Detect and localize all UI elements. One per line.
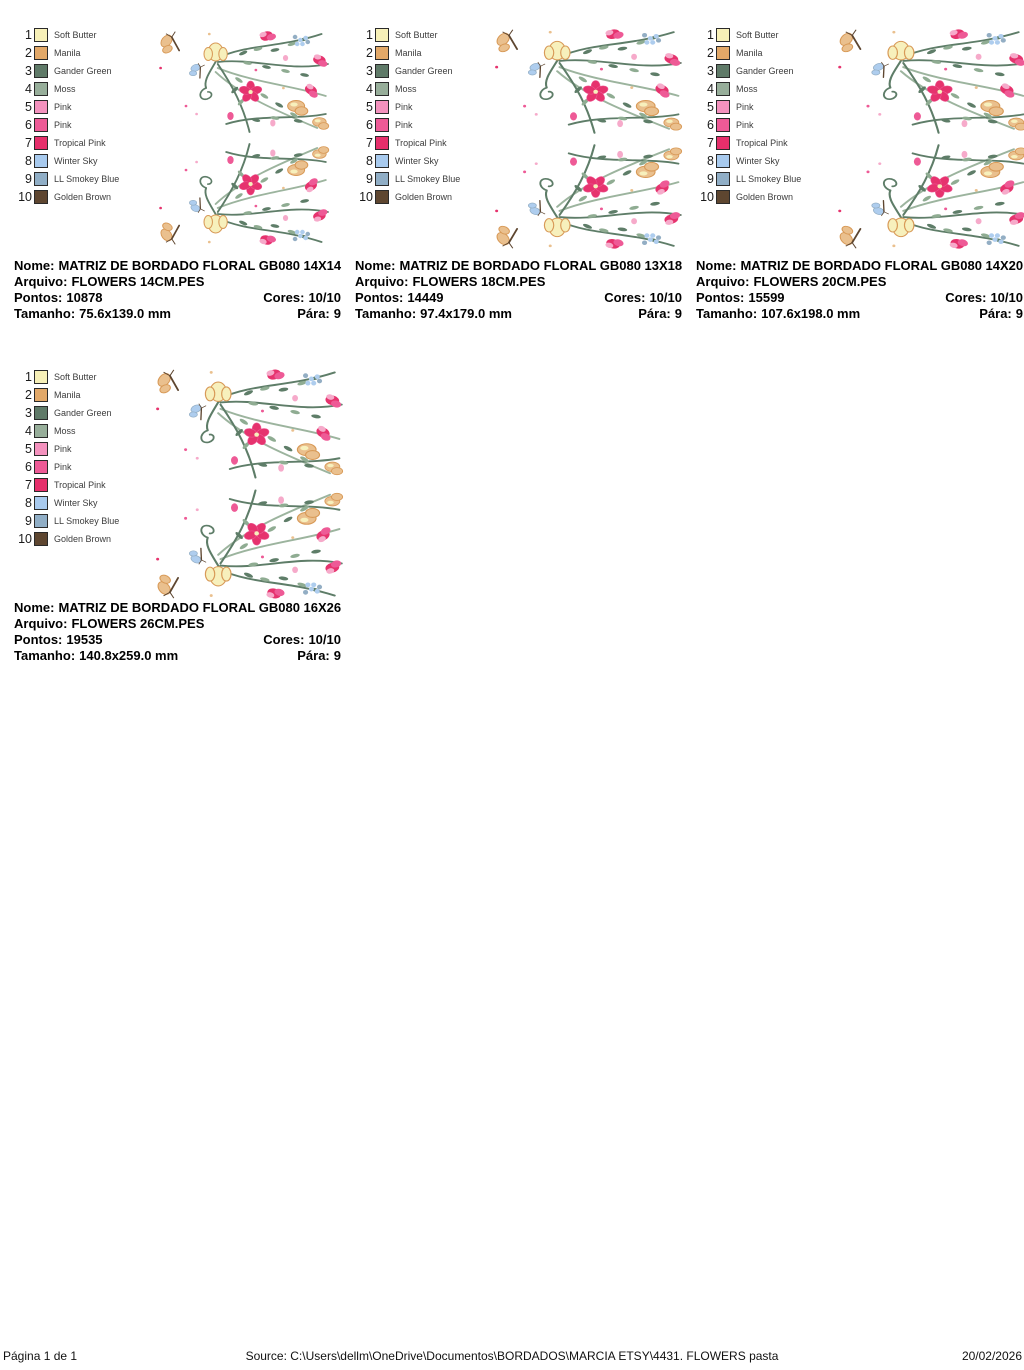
thread-color-name: Pink [395,120,413,130]
design-stitches-line [355,290,682,306]
pontos-group [355,290,444,306]
legend-number: 5 [707,100,714,114]
tamanho-label: Tamanho: [355,306,417,321]
thread-color-name: LL Smokey Blue [54,516,120,526]
legend-number: 2 [25,388,32,402]
nome-label: Nome: [14,258,55,273]
thread-color-name: Soft Butter [395,30,438,40]
color-swatch [34,64,48,78]
cores-value: 10/10 [308,632,341,647]
color-swatch [34,100,48,114]
legend-number: 1 [366,28,373,42]
tamanho-value: 107.6x198.0 mm [761,306,861,321]
arquivo-value: FLOWERS 20CM.PES [753,274,887,289]
legend-number: 6 [366,118,373,132]
legend-number: 8 [25,154,32,168]
design-name-line [14,258,341,274]
legend-row [14,368,119,386]
legend-number: 8 [25,496,32,510]
design-panel [682,20,1023,356]
legend-number: 6 [25,460,32,474]
design-size-line [696,306,1023,322]
thread-color-name: Moss [736,84,758,94]
color-swatch [34,532,48,546]
thread-color-name: Gander Green [395,66,453,76]
tamanho-label: Tamanho: [14,648,76,663]
para-group [297,648,341,664]
legend-number: 7 [707,136,714,150]
color-swatch [716,64,730,78]
arquivo-label: Arquivo: [696,274,750,289]
legend-row [355,152,460,170]
tamanho-value: 140.8x259.0 mm [79,648,179,663]
cores-value: 10/10 [649,290,682,305]
color-swatch [375,64,389,78]
design-panel [0,362,341,698]
legend-row [14,44,119,62]
thread-color-legend [355,26,460,206]
arquivo-value: FLOWERS 26CM.PES [71,616,205,631]
legend-number: 9 [25,514,32,528]
arquivo-label: Arquivo: [14,616,68,631]
legend-row [14,170,119,188]
cores-group [945,290,1023,306]
legend-row [14,62,119,80]
tamanho-label: Tamanho: [14,306,76,321]
thread-color-name: Pink [54,120,72,130]
pontos-group [14,290,103,306]
thread-color-name: Golden Brown [54,192,112,202]
color-swatch [34,82,48,96]
design-art-mount [150,28,330,248]
legend-row [14,440,119,458]
legend-number: 4 [707,82,714,96]
design-name-line [696,258,1023,274]
thread-color-name: Gander Green [736,66,794,76]
color-swatch [375,82,389,96]
print-date: 20/02/2026 [961,1349,1022,1363]
legend-row [14,134,119,152]
legend-row [696,44,801,62]
legend-row [14,530,119,548]
nome-value: MATRIZ DE BORDADO FLORAL GB080 14X14 [58,258,342,273]
legend-number: 5 [366,100,373,114]
design-info [355,258,682,322]
tamanho-value: 97.4x179.0 mm [420,306,512,321]
color-swatch [34,190,48,204]
nome-value: MATRIZ DE BORDADO FLORAL GB080 13X18 [399,258,683,273]
nome-label: Nome: [696,258,737,273]
thread-color-name: Soft Butter [54,30,97,40]
color-swatch [34,118,48,132]
para-label: Pára: [979,306,1012,321]
legend-row [14,512,119,530]
legend-number: 7 [25,136,32,150]
legend-number: 8 [366,154,373,168]
thread-color-name: Manila [736,48,763,58]
para-value: 9 [333,648,341,663]
design-file-line [355,274,545,290]
cores-group [604,290,682,306]
design-panel [341,20,682,356]
color-swatch [716,136,730,150]
embroidery-design-art [828,26,1024,252]
cores-value: 10/10 [990,290,1023,305]
cores-label: Cores: [263,632,305,647]
pontos-label: Pontos: [14,632,63,647]
cores-label: Cores: [945,290,987,305]
tamanho-value: 75.6x139.0 mm [79,306,171,321]
design-info [696,258,1023,322]
nome-label: Nome: [355,258,396,273]
legend-row [14,386,119,404]
color-swatch [34,478,48,492]
legend-number: 1 [707,28,714,42]
pontos-label: Pontos: [355,290,404,305]
color-swatch [716,172,730,186]
legend-row [355,44,460,62]
legend-row [696,152,801,170]
legend-number: 9 [707,172,714,186]
para-value: 9 [333,306,341,321]
design-art-mount [146,366,344,602]
thread-color-name: Moss [54,426,76,436]
thread-color-name: Pink [395,102,413,112]
thread-color-name: Winter Sky [395,156,439,166]
legend-row [355,62,460,80]
legend-number: 7 [366,136,373,150]
embroidery-design-art [146,366,344,602]
color-swatch [34,496,48,510]
thread-color-name: Manila [54,48,81,58]
legend-number: 4 [366,82,373,96]
color-swatch [34,136,48,150]
thread-color-name: Tropical Pink [54,480,106,490]
legend-number: 2 [25,46,32,60]
design-size-line [14,648,341,664]
legend-row [14,422,119,440]
tamanho-label: Tamanho: [696,306,758,321]
color-swatch [34,514,48,528]
legend-number: 10 [700,190,714,204]
para-label: Pára: [297,648,330,663]
legend-row [355,80,460,98]
cores-group [263,632,341,648]
color-swatch [34,370,48,384]
thread-color-name: Moss [54,84,76,94]
thread-color-name: Winter Sky [54,156,98,166]
thread-color-name: Moss [395,84,417,94]
thread-color-name: Soft Butter [54,372,97,382]
color-swatch [716,190,730,204]
color-swatch [375,172,389,186]
design-size-line [14,306,341,322]
legend-number: 7 [25,478,32,492]
legend-row [696,116,801,134]
thread-color-name: LL Smokey Blue [395,174,461,184]
thread-color-name: Pink [54,102,72,112]
legend-number: 1 [25,370,32,384]
tamanho-group [696,306,860,322]
pontos-value: 19535 [66,632,103,647]
thread-color-name: LL Smokey Blue [54,174,120,184]
legend-row [14,98,119,116]
legend-number: 1 [25,28,32,42]
color-swatch [375,136,389,150]
legend-row [14,404,119,422]
legend-row [696,26,801,44]
design-file-line [696,274,886,290]
para-value: 9 [1015,306,1023,321]
color-swatch [716,154,730,168]
thread-color-name: Manila [395,48,422,58]
color-swatch [34,424,48,438]
color-swatch [34,154,48,168]
design-info [14,258,341,322]
legend-number: 3 [366,64,373,78]
color-swatch [34,28,48,42]
legend-row [696,188,801,206]
legend-number: 3 [25,406,32,420]
thread-color-name: Soft Butter [736,30,779,40]
legend-row [14,494,119,512]
legend-row [696,170,801,188]
color-swatch [375,28,389,42]
cores-label: Cores: [263,290,305,305]
para-label: Pára: [297,306,330,321]
design-name-line [14,600,341,616]
design-panel [0,20,341,356]
legend-row [14,152,119,170]
design-stitches-line [14,290,341,306]
legend-row [14,476,119,494]
thread-color-name: Pink [54,462,72,472]
nome-value: MATRIZ DE BORDADO FLORAL GB080 16X26 [58,600,342,615]
pontos-value: 10878 [66,290,103,305]
legend-row [355,188,460,206]
pontos-group [696,290,785,306]
color-swatch [716,100,730,114]
legend-number: 3 [25,64,32,78]
legend-row [355,170,460,188]
legend-number: 6 [25,118,32,132]
legend-number: 3 [707,64,714,78]
thread-color-name: Pink [54,444,72,454]
legend-row [14,188,119,206]
legend-number: 10 [359,190,373,204]
para-group [638,306,682,322]
legend-row [355,98,460,116]
legend-row [14,458,119,476]
color-swatch [716,46,730,60]
color-swatch [34,406,48,420]
design-info [14,600,341,664]
embroidery-design-art [485,26,683,252]
arquivo-value: FLOWERS 14CM.PES [71,274,205,289]
design-stitches-line [14,632,341,648]
color-swatch [716,118,730,132]
color-swatch [375,118,389,132]
thread-color-name: Winter Sky [736,156,780,166]
para-group [297,306,341,322]
legend-row [696,98,801,116]
pontos-value: 14449 [407,290,444,305]
design-art-mount [828,26,1024,252]
legend-row [355,116,460,134]
thread-color-legend [14,368,119,548]
pontos-value: 15599 [748,290,785,305]
arquivo-label: Arquivo: [355,274,409,289]
tamanho-group [14,648,178,664]
color-swatch [375,154,389,168]
legend-number: 2 [366,46,373,60]
thread-color-name: Golden Brown [395,192,453,202]
pontos-group [14,632,103,648]
tamanho-group [355,306,512,322]
thread-color-name: Pink [736,102,754,112]
para-group [979,306,1023,322]
thread-color-name: Pink [736,120,754,130]
cores-label: Cores: [604,290,646,305]
design-art-mount [485,26,683,252]
thread-color-name: Golden Brown [54,534,112,544]
color-swatch [375,100,389,114]
legend-row [696,134,801,152]
thread-color-name: Gander Green [54,66,112,76]
tamanho-group [14,306,171,322]
thread-color-name: Gander Green [54,408,112,418]
legend-row [355,26,460,44]
nome-value: MATRIZ DE BORDADO FLORAL GB080 14X20 [740,258,1024,273]
legend-number: 4 [25,424,32,438]
nome-label: Nome: [14,600,55,615]
legend-number: 9 [25,172,32,186]
para-label: Pára: [638,306,671,321]
color-swatch [34,460,48,474]
legend-row [14,80,119,98]
thread-color-legend [696,26,801,206]
thread-color-name: Manila [54,390,81,400]
design-stitches-line [696,290,1023,306]
legend-number: 10 [18,190,32,204]
legend-number: 4 [25,82,32,96]
legend-row [14,116,119,134]
color-swatch [716,82,730,96]
thread-color-name: LL Smokey Blue [736,174,802,184]
cores-group [263,290,341,306]
design-file-line [14,274,204,290]
thread-color-name: Winter Sky [54,498,98,508]
color-swatch [375,46,389,60]
legend-row [355,134,460,152]
pontos-label: Pontos: [696,290,745,305]
legend-row [696,62,801,80]
thread-color-name: Tropical Pink [54,138,106,148]
color-swatch [34,388,48,402]
legend-row [14,26,119,44]
legend-row [696,80,801,98]
thread-color-legend [14,26,119,206]
arquivo-label: Arquivo: [14,274,68,289]
arquivo-value: FLOWERS 18CM.PES [412,274,546,289]
thread-color-name: Tropical Pink [736,138,788,148]
legend-number: 6 [707,118,714,132]
thread-color-name: Tropical Pink [395,138,447,148]
thread-color-name: Golden Brown [736,192,794,202]
legend-number: 8 [707,154,714,168]
legend-number: 10 [18,532,32,546]
embroidery-design-art [150,28,330,248]
cores-value: 10/10 [308,290,341,305]
color-swatch [34,172,48,186]
legend-number: 2 [707,46,714,60]
design-size-line [355,306,682,322]
para-value: 9 [674,306,682,321]
color-swatch [375,190,389,204]
page-number: Página 1 de 1 [3,1349,78,1363]
legend-number: 5 [25,442,32,456]
legend-number: 5 [25,100,32,114]
pontos-label: Pontos: [14,290,63,305]
legend-number: 9 [366,172,373,186]
source-path: Source: C:\Users\dellm\OneDrive\Documentos\BORDADOS\MARCIA ETSY\4431. FLOWERS pasta [245,1349,779,1363]
design-file-line [14,616,204,632]
color-swatch [34,46,48,60]
design-name-line [355,258,682,274]
color-swatch [716,28,730,42]
color-swatch [34,442,48,456]
